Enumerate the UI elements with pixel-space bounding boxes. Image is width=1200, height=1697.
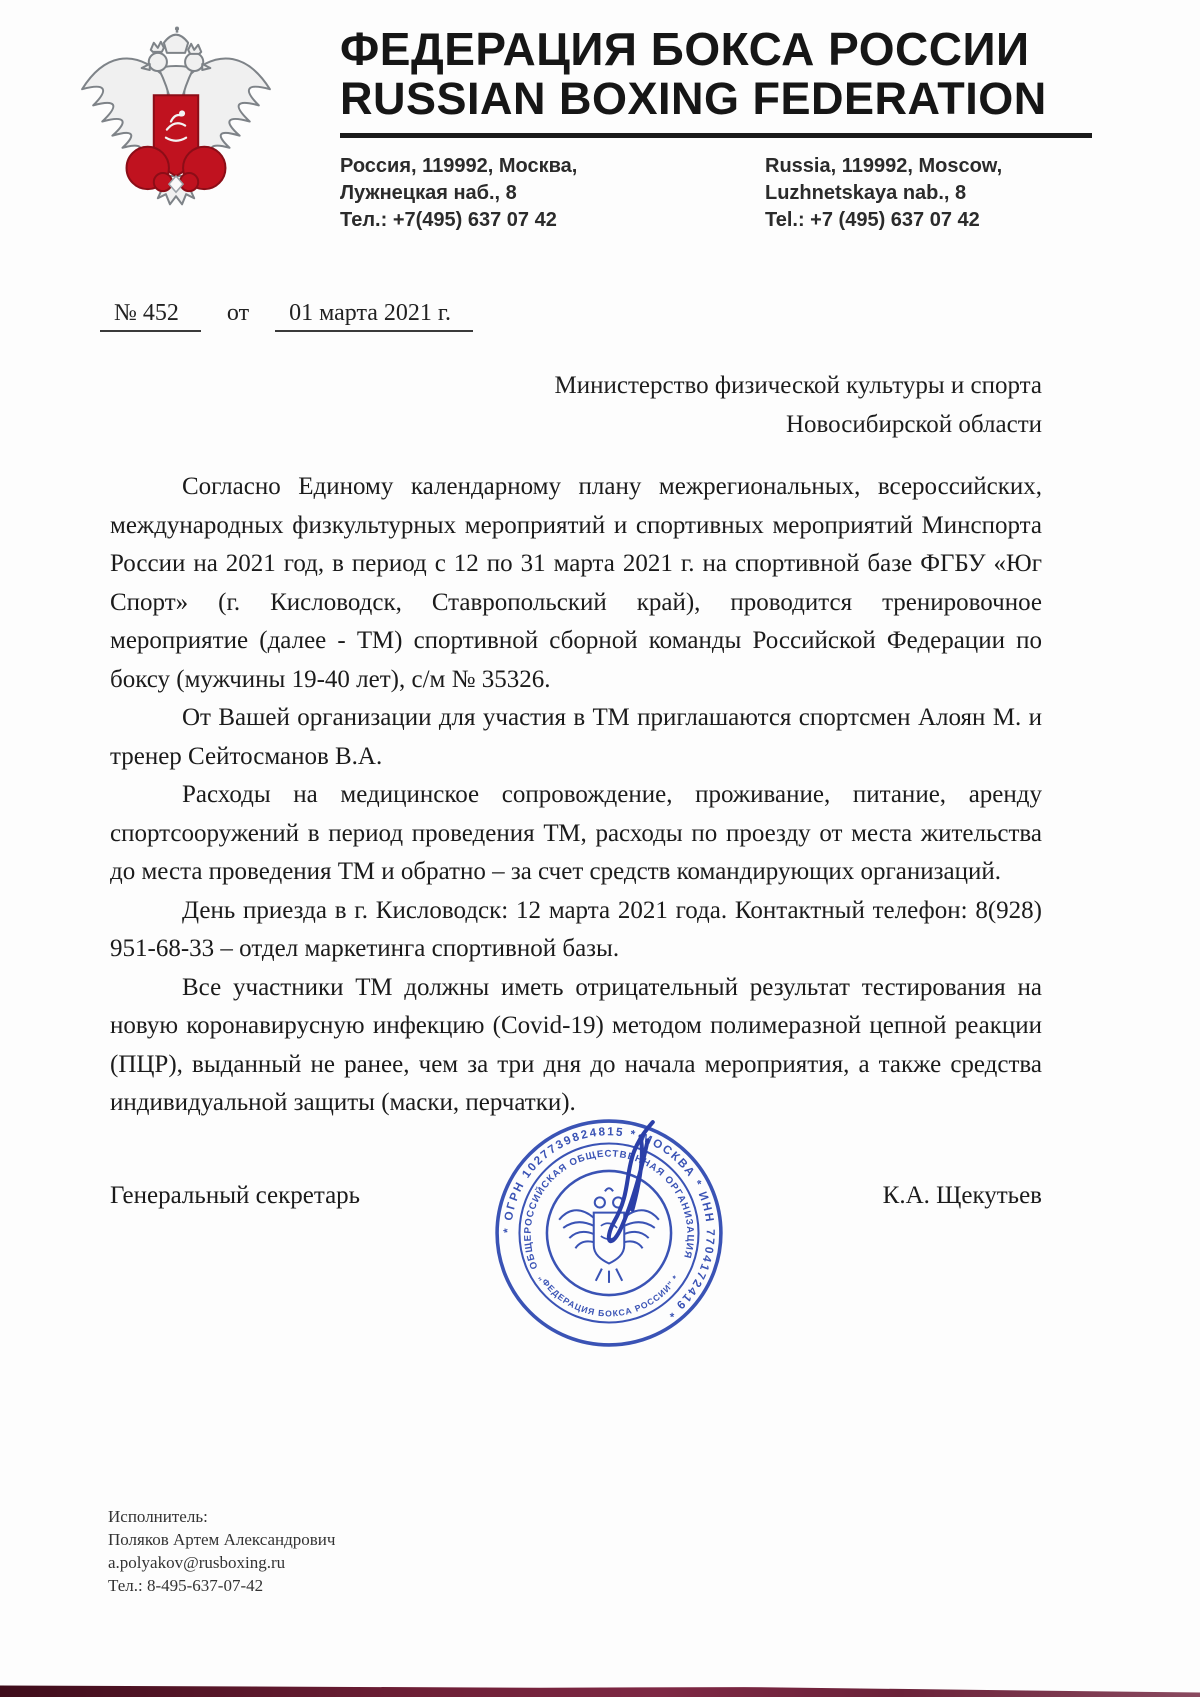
body-paragraph-1: Согласно Единому календарному плану межрегиональных, всероссийских, международных физкультурных мероприятий и спортивных мероприятий Минспорта России на 2021 год, в период с 12 по 31 марта 2021 г. на спортивной базе ФГБУ «Юг Спорт» (г. Кисловодск, Ставропольский край), проводится тренировочное мероприятие (далее - ТМ) спортивной сборной команды Российской Федерации по боксу (мужчины 19-40 лет), с/м № 35326. bbox=[110, 473, 1042, 693]
ot-label: от bbox=[226, 300, 250, 326]
letter-date: 01 марта 2021 г. bbox=[275, 300, 473, 332]
org-name-en: RUSSIAN BOXING FEDERATION bbox=[340, 73, 1047, 124]
body-paragraph-5: Все участники ТМ должны иметь отрицательный результат тестирования на новую коронавирусную инфекцию (Covid-19) методом полимеразной цепной реакции (ПЦР), выданный не ранее, чем за три дня до начала мероприятия, а также средства индивидуальной защиты (маски, перчатки). bbox=[110, 973, 1042, 1116]
body-paragraph-3: Расходы на медицинское сопровождение, проживание, питание, аренду спортсооружений в период проведения ТМ, расходы по проезду от места жительства до места проведения ТМ и обратно – за счет средств командирующих организаций. bbox=[110, 781, 1042, 885]
recipient-line2: Новосибирской области bbox=[785, 411, 1042, 438]
body-paragraph-4: День приезда в г. Кисловодск: 12 марта 2021 года. Контактный телефон: 8(928) 951-68-33 – отдел маркетинга спортивной базы. bbox=[110, 896, 1042, 962]
address-en-line1: Russia, 119992, Moscow, bbox=[765, 155, 1003, 177]
stamp-middle-ring-top-text: ОБЩЕРОССИЙСКАЯ ОБЩЕСТВЕННАЯ ОРГАНИЗАЦИЯ bbox=[522, 1148, 696, 1271]
header-divider bbox=[340, 133, 1092, 138]
letter-body bbox=[110, 468, 1042, 1123]
signer-name: К.А. Щекутьев bbox=[882, 1182, 1042, 1209]
executor-label: Исполнитель: bbox=[108, 1507, 208, 1526]
executor-block bbox=[108, 1505, 335, 1597]
address-ru-line2: Лужнецкая наб., 8 bbox=[340, 182, 517, 204]
org-name-ru: ФЕДЕРАЦИЯ БОКСА РОССИИ bbox=[340, 23, 1030, 75]
address-en-line3: Tel.: +7 (495) 637 07 42 bbox=[765, 209, 980, 231]
address-en bbox=[765, 153, 1092, 234]
official-round-stamp bbox=[492, 1116, 726, 1350]
executor-email: a.polyakov@rusboxing.ru bbox=[108, 1553, 286, 1572]
recipient-block bbox=[402, 366, 1042, 444]
reference-line bbox=[100, 300, 473, 332]
letter-number: № 452 bbox=[100, 300, 201, 332]
recipient-line1: Министерство физической культуры и спорта bbox=[554, 372, 1042, 399]
executor-name: Поляков Артем Александрович bbox=[108, 1530, 336, 1549]
address-en-line2: Luzhnetskaya nab., 8 bbox=[765, 182, 967, 204]
signer-title: Генеральный секретарь bbox=[110, 1182, 361, 1209]
stamp-middle-ring-bottom-text: „ФЕДЕРАЦИЯ БОКСА РОССИИ" * bbox=[537, 1272, 681, 1319]
body-paragraph-2: От Вашей организации для участия в ТМ приглашаются спортсмен Алоян М. и тренер Сейтосманов В.А. bbox=[110, 704, 1042, 770]
scan-edge-artifact bbox=[0, 1681, 1200, 1697]
boxing-federation-eagle-logo bbox=[70, 16, 282, 224]
address-ru-line3: Тел.: +7(495) 637 07 42 bbox=[340, 209, 557, 231]
address-ru-line1: Россия, 119992, Москва, bbox=[340, 155, 578, 177]
address-ru bbox=[340, 153, 765, 234]
executor-phone: Тел.: 8-495-637-07-42 bbox=[108, 1576, 264, 1595]
stamp-outer-ring-text: * ОГРН 1027739824815 * МОСКВА * ИНН 7704172419 * bbox=[501, 1125, 717, 1321]
